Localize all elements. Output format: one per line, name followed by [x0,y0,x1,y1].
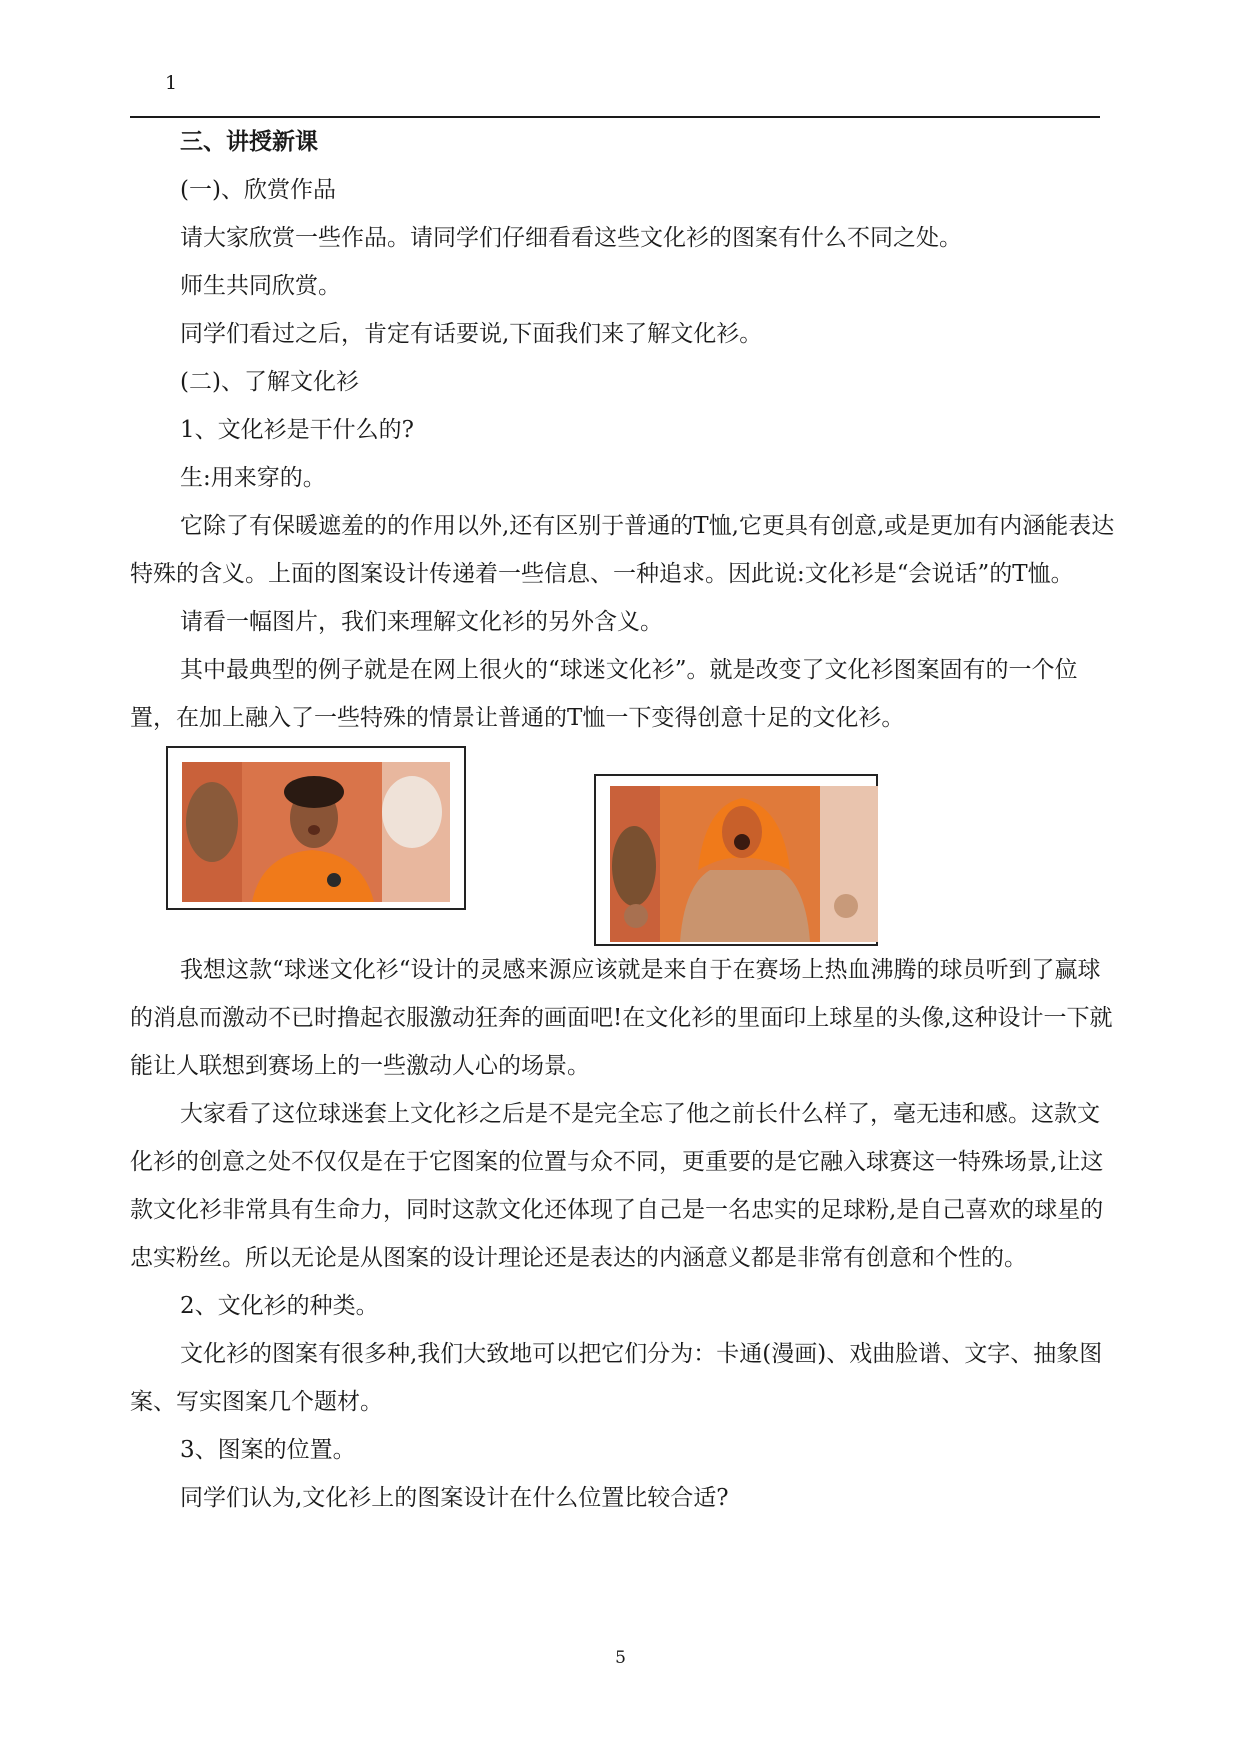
page-number: 5 [615,1648,626,1668]
paragraph: 同学们看过之后，肯定有话要说,下面我们来了解文化衫。 [180,321,763,347]
photo-row [130,742,1120,946]
paragraph: 师生共同欣赏。 [180,273,341,299]
fan-shirt-illustration [610,786,878,942]
paragraph: 文化衫的图案有很多种,我们大致地可以把它们分为：卡通(漫画)、戏曲脸谱、文字、抽象图案、写实图案几个题材。 [130,1341,1103,1415]
photo-frame-fan-jersey [166,746,466,910]
paragraph: 请大家欣赏一些作品。请同学们仔细看看这些文化衫的图案有什么不同之处。 [180,225,962,251]
paragraph: 它除了有保暖遮羞的的作用以外,还有区别于普通的T恤,它更具有创意,或是更加有内涵能表达特殊的含义。上面的图案设计传递着一些信息、一种追求。因此说:文化衫是“会说话”的T恤。 [130,513,1115,587]
section-title: 三、讲授新课 [180,128,318,155]
photo-fan-in-orange-shirt [182,762,450,902]
subsection-heading: (二)、了解文化衫 [180,369,359,395]
document-body [130,118,1120,1522]
fan-jersey-illustration [182,762,450,902]
page-label: 1 [165,72,178,94]
paragraph: 我想这款“球迷文化衫“设计的灵感来源应该就是来自于在赛场上热血沸腾的球员听到了赢球的消息而激动不已时撸起衣服激动狂奔的画面吧!在文化衫的里面印上球星的头像,这种设计一下就能让人联想到赛场上的一些激动人心的场景。 [130,957,1113,1079]
question: 1、文化衫是干什么的? [180,417,414,443]
photo-frame-fan-lifting-shirt [594,774,878,946]
photo-fan-shirt-pulled-over-head [610,786,878,942]
paragraph: 请看一幅图片，我们来理解文化衫的另外含义。 [180,609,663,635]
subsection-heading: (一)、欣赏作品 [180,177,336,203]
paragraph: 其中最典型的例子就是在网上很火的“球迷文化衫”。就是改变了文化衫图案固有的一个位置，在加上融入了一些特殊的情景让普通的T恤一下变得创意十足的文化衫。 [130,657,1078,731]
paragraph: 同学们认为,文化衫上的图案设计在什么位置比较合适? [180,1485,729,1511]
answer: 生:用来穿的。 [180,465,326,491]
paragraph: 大家看了这位球迷套上文化衫之后是不是完全忘了他之前长什么样了，毫无违和感。这款文化衫的创意之处不仅仅是在于它图案的位置与众不同，更重要的是它融入球赛这一特殊场景,让这款文化衫非常具有生命力，同时这款文化还体现了自己是一名忠实的足球粉,是自己喜欢的球星的忠实粉丝。所以无论是从图案的设计理论还是表达的内涵意义都是非常有创意和个性的。 [130,1101,1104,1271]
question: 2、文化衫的种类。 [180,1293,379,1319]
question: 3、图案的位置。 [180,1437,356,1463]
